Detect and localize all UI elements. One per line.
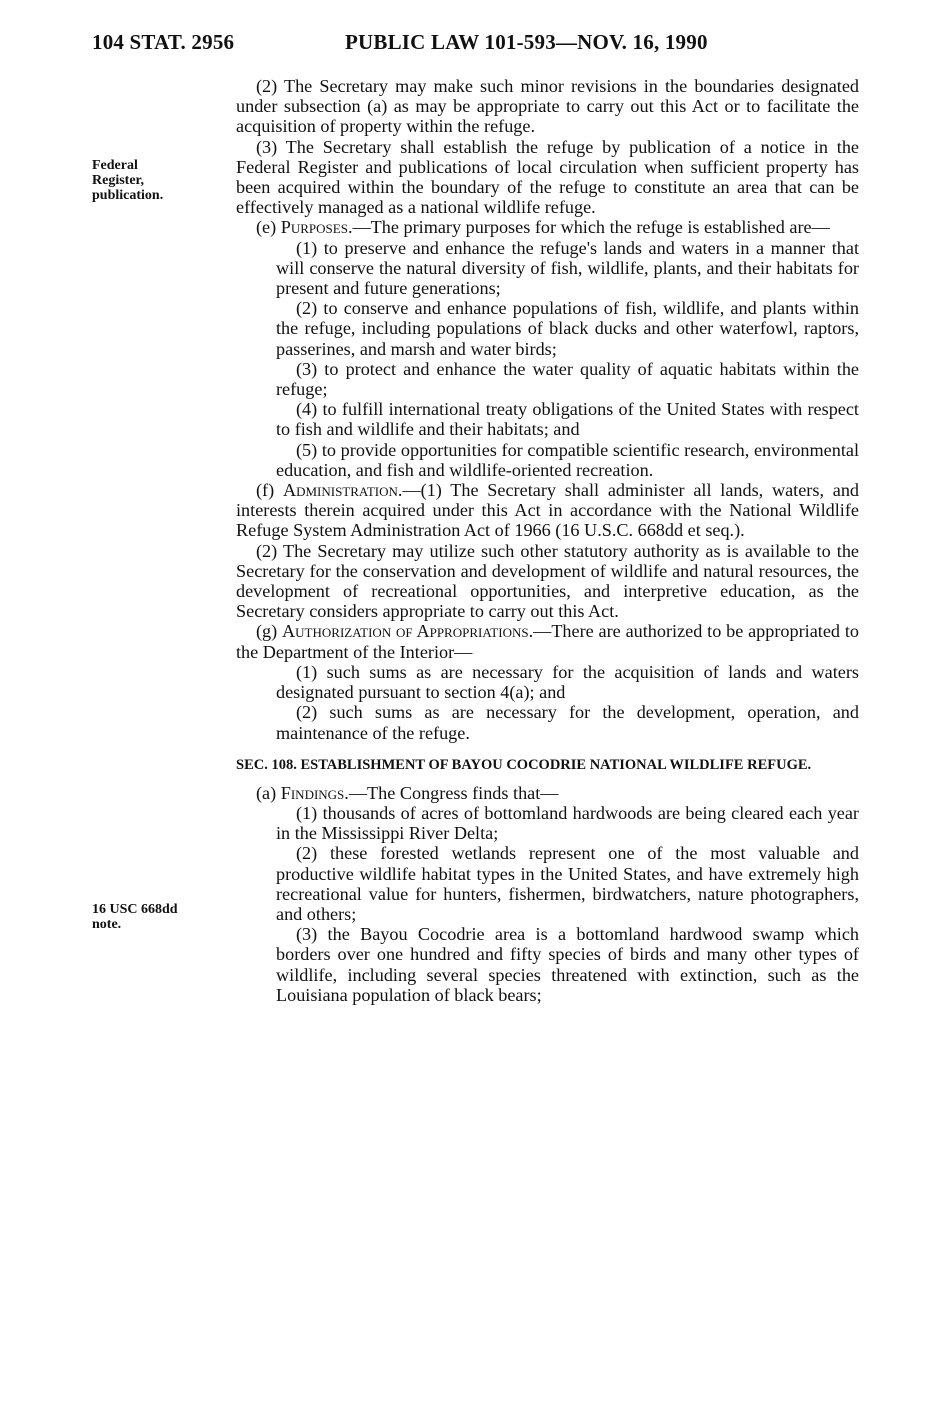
subsection-f xyxy=(236,480,859,541)
paragraph-e1: (1) to preserve and enhance the refuge's lands and waters in a manner that will conserve the natural diversity of fish, wildlife, plants, and their habitats for present and future generations; xyxy=(276,237,859,299)
page-header-title: PUBLIC LAW 101-593—NOV. 16, 1990 xyxy=(345,30,708,54)
subsection-e-label: (e) xyxy=(256,217,281,238)
subsection-g-label: (g) xyxy=(256,621,283,642)
paragraph-g2: (2) such sums as are necessary for the development, operation, and maintenance of the refuge. xyxy=(276,702,859,743)
subsection-f-label: (f) xyxy=(256,480,283,501)
subsection-e xyxy=(236,217,859,237)
subsection-a-text: .—The Congress finds that— xyxy=(344,782,559,803)
paragraph-e5: (5) to provide opportunities for compatible scientific research, environmental education, and fish and wildlife-oriented recreation. xyxy=(276,439,859,480)
paragraph-e4: (4) to fulfill international treaty obligations of the United States with respect to fish and wildlife and their habitats; and xyxy=(276,399,859,440)
subsection-e-text: .—The primary purposes for which the refuge is established are— xyxy=(347,217,830,238)
subsection-g-heading: Authorization of Appropriations xyxy=(282,621,529,642)
paragraph-e2: (2) to conserve and enhance populations of fish, wildlife, and plants within the refuge, including populations of black ducks and other waterfowl, raptors, passerines, and marsh and water birds; xyxy=(276,298,859,359)
sidenote-usc-note: 16 USC 668dd note. xyxy=(92,902,178,932)
paragraph-e3: (3) to protect and enhance the water quality of aquatic habitats within the refuge; xyxy=(276,358,859,400)
document-body xyxy=(236,76,859,1005)
paragraph-a2: (2) these forested wetlands represent one of the most valuable and productive wildlife habitat types in the United States, and have extremely high recreational value for hunters, fishermen, birdwatchers, nature photographers, and others; xyxy=(276,843,859,924)
subsection-f-text: .—(1) The Secretary shall administer all lands, waters, and interests therein acquired under this Act in accordance with the National Wildlife Refuge System Administration Act of 1966 (16 U.S.C. 668dd et seq.). xyxy=(236,480,860,541)
paragraph-f2: (2) The Secretary may utilize such other statutory authority as is available to the Secretary for the conservation and development of wildlife and natural resources, the development of recreational opportunities, and interpretive education, as the Secretary considers appropriate to carry out this Act. xyxy=(236,540,859,622)
subsection-f-heading: Administration xyxy=(282,480,398,501)
subsection-a-heading: Findings xyxy=(280,782,345,803)
paragraph-d3: (3) The Secretary shall establish the refuge by publication of a notice in the Federal Register and publications of local circulation when sufficient property has been acquired within the boundary of the refuge to constitute an area that can be effectively managed as a national wildlife refuge. xyxy=(236,136,859,218)
subsection-g xyxy=(236,621,859,661)
stat-citation: 104 STAT. 2956 xyxy=(92,30,235,54)
subsection-a xyxy=(236,783,859,803)
paragraph-a3: (3) the Bayou Cocodrie area is a bottomland hardwood swamp which borders over one hundred and fifty species of birds and many other types of wildlife, including several species threatened with extinction, such as the Louisiana population of black bears; xyxy=(276,924,859,1005)
paragraph-d2: (2) The Secretary may make such minor revisions in the boundaries designated under subsection (a) as may be appropriate to carry out this Act or to facilitate the acquisition of property within the refuge. xyxy=(236,76,859,137)
paragraph-g1: (1) such sums as are necessary for the acquisition of lands and waters designated pursuant to section 4(a); and xyxy=(276,661,859,703)
subsection-a-label: (a) xyxy=(256,782,281,803)
subsection-g-text: .—There are authorized to be appropriated to the Department of the Interior— xyxy=(236,621,859,662)
paragraph-a1: (1) thousands of acres of bottomland hardwoods are being cleared each year in the Mississippi River Delta; xyxy=(276,802,859,844)
subsection-e-heading: Purposes xyxy=(280,217,348,238)
section-108-heading: SEC. 108. ESTABLISHMENT OF BAYOU COCODRIE NATIONAL WILDLIFE REFUGE. xyxy=(236,756,812,773)
sidenote-federal-register: Federal Register, publication. xyxy=(92,158,164,203)
